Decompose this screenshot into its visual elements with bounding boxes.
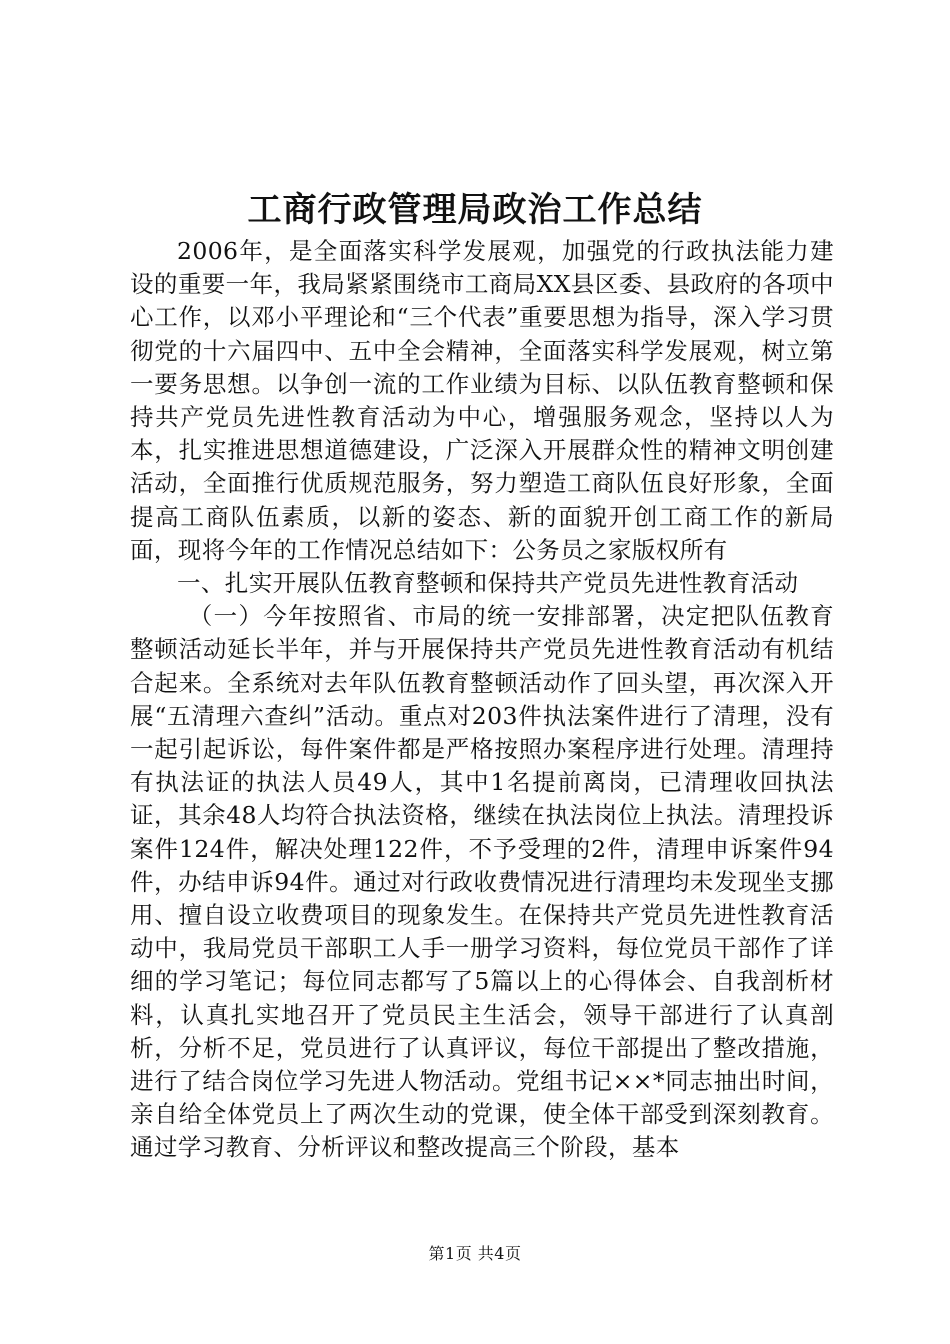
page-number-footer: 第1页 共4页 (428, 1244, 522, 1263)
paragraph-subsection-1: （一）今年按照省、市局的统一安排部署，决定把队伍教育整顿活动延长半年，并与开展保持共产党员先进性教育活动有机结合起来。全系统对去年队伍教育整顿活动作了回头望，再次深入开展“五清理六查纠”活动。重点对203件执法案件进行了清理，没有一起引起诉讼，每件案件都是严格按照办案程序进行处理。清理持有执法证的执法人员49人，其中1名提前离岗，已清理收回执法证，其余48人均符合执法资格，继续在执法岗位上执法。清理投诉案件124件，解决处理122件，不予受理的2件，清理申诉案件94件，办结申诉94件。通过对行政收费情况进行清理均未发现坐支挪用、擅自设立收费项目的现象发生。在保持共产党员先进性教育活动中，我局党员干部职工人手一册学习资料，每位党员干部作了详细的学习笔记；每位同志都写了5篇以上的心得体会、自我剖析材料，认真扎实地召开了党员民主生活会，领导干部进行了认真剖析，分析不足，党员进行了认真评议，每位干部提出了整改措施，进行了结合岗位学习先进人物活动。党组书记××*同志抽出时间，亲自给全体党员上了两次生动的党课，使全体干部受到深刻教育。通过学习教育、分析评议和整改提高三个阶段，基本 (130, 602, 834, 1162)
document-body (130, 235, 834, 1165)
paragraph-intro: 2006年，是全面落实科学发展观，加强党的行政执法能力建设的重要一年，我局紧紧围绕市工商局XX县区委、县政府的各项中心工作，以邓小平理论和“三个代表”重要思想为指导，深入学习贯彻党的十六届四中、五中全会精神，全面落实科学发展观，树立第一要务思想。以争创一流的工作业绩为目标、以队伍教育整顿和保持共产党员先进性教育活动为中心，增强服务观念，坚持以人为本，扎实推进思想道德建设，广泛深入开展群众性的精神文明创建活动，全面推行优质规范服务，努力塑造工商队伍良好形象，全面提高工商队伍素质，以新的姿态、新的面貌开创工商工作的新局面，现将今年的工作情况总结如下：公务员之家版权所有 (130, 237, 834, 564)
document-title: 工商行政管理局政治工作总结 (247, 190, 703, 230)
section-heading: 一、扎实开展队伍教育整顿和保持共产党员先进性教育活动 (177, 569, 799, 598)
